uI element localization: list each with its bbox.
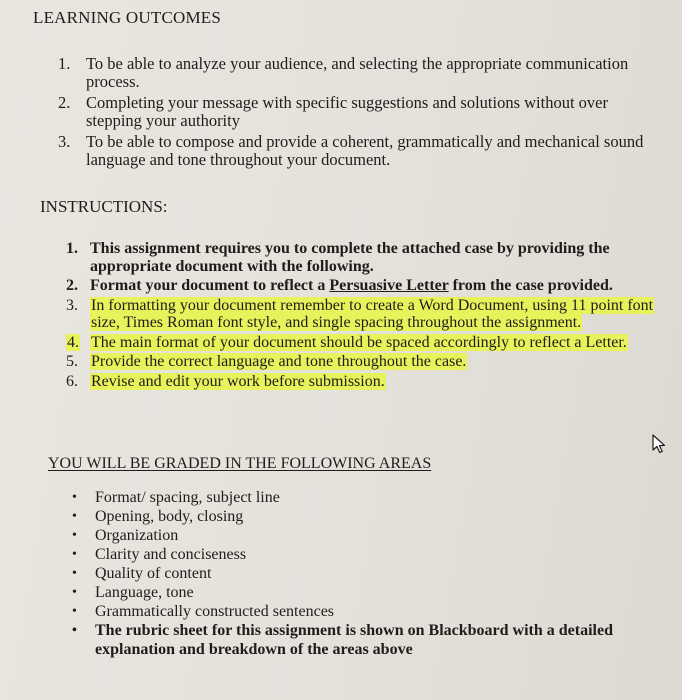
learning-outcomes-heading: LEARNING OUTCOMES [33, 8, 222, 27]
item-text: Opening, body, closing [95, 508, 244, 525]
list-item [70, 526, 640, 545]
item-text: To be able to analyze your audience, and selecting the appropriate communication process. [86, 54, 629, 91]
item-text: Format/ spacing, subject line [95, 489, 280, 506]
item-text: This assignment requires you to complete the attached case by providing the appropriate document with the following. [90, 240, 610, 275]
item-text: Organization [95, 527, 179, 544]
bullet-icon: • [72, 604, 77, 619]
list-item [70, 583, 640, 602]
item-text: Completing your message with specific suggestions and solutions without over stepping your authority [86, 93, 608, 130]
bullet-icon: • [72, 547, 77, 562]
item-number: 2. [66, 277, 78, 294]
list-item [70, 545, 640, 564]
item-number: 1. [66, 240, 78, 257]
graded-areas-heading: YOU WILL BE GRADED IN THE FOLLOWING AREAS [48, 455, 432, 472]
item-text: Grammatically constructed sentences [95, 603, 335, 620]
learning-outcomes-list [58, 55, 668, 172]
item-text: Language, tone [95, 584, 194, 601]
item-number: 2. [58, 93, 71, 112]
rubric-note: The rubric sheet for this assignment is shown on Blackboard with a detailed explanation and breakdown of the areas above [95, 622, 613, 658]
item-number: 6. [66, 372, 78, 390]
list-item [70, 602, 640, 621]
item-number: 3. [66, 296, 78, 314]
list-item [66, 373, 666, 391]
graded-areas-list [70, 488, 640, 659]
item-number: 5. [66, 353, 78, 370]
highlighted-text: The main format of your document should be spaced accordingly to reflect a Letter. [91, 333, 627, 351]
instructions-heading: INSTRUCTIONS: [40, 197, 168, 216]
list-item [66, 297, 666, 332]
instructions-list [66, 240, 666, 392]
bullet-icon: • [72, 623, 77, 638]
bullet-icon: • [72, 509, 77, 524]
item-number: 3. [58, 132, 71, 151]
list-item [70, 564, 640, 583]
bullet-icon: • [72, 490, 77, 505]
list-item [70, 621, 640, 659]
bullet-icon: • [72, 566, 77, 581]
item-text-before: Format your document to reflect a [90, 277, 330, 294]
highlighted-text: Revise and edit your work before submission. [91, 372, 385, 390]
item-text-after: from the case provided. [448, 277, 613, 294]
bullet-icon: • [72, 585, 77, 600]
item-number: 1. [58, 54, 71, 73]
highlighted-text: Provide the correct language and tone throughout the case. [91, 353, 467, 370]
list-item [66, 334, 666, 352]
mouse-pointer-icon [650, 433, 668, 455]
bullet-icon: • [72, 528, 77, 543]
item-text: Quality of content [95, 565, 212, 582]
list-item [66, 277, 666, 295]
list-item [58, 94, 668, 130]
item-text: Clarity and conciseness [95, 546, 247, 563]
list-item [66, 240, 666, 275]
highlighted-text: In formatting your document remember to create a Word Document, using 11 point font size, Times Roman font style, and single spacing throughout the assignment. [91, 296, 654, 331]
list-item [58, 133, 668, 169]
list-item [66, 353, 666, 371]
list-item [70, 488, 640, 507]
persuasive-letter-underlined: Persuasive Letter [329, 277, 449, 294]
list-item [58, 55, 668, 91]
item-text: To be able to compose and provide a coherent, grammatically and mechanical sound language and tone throughout your document. [86, 132, 644, 169]
list-item [70, 507, 640, 526]
item-number: 4. [67, 333, 79, 351]
